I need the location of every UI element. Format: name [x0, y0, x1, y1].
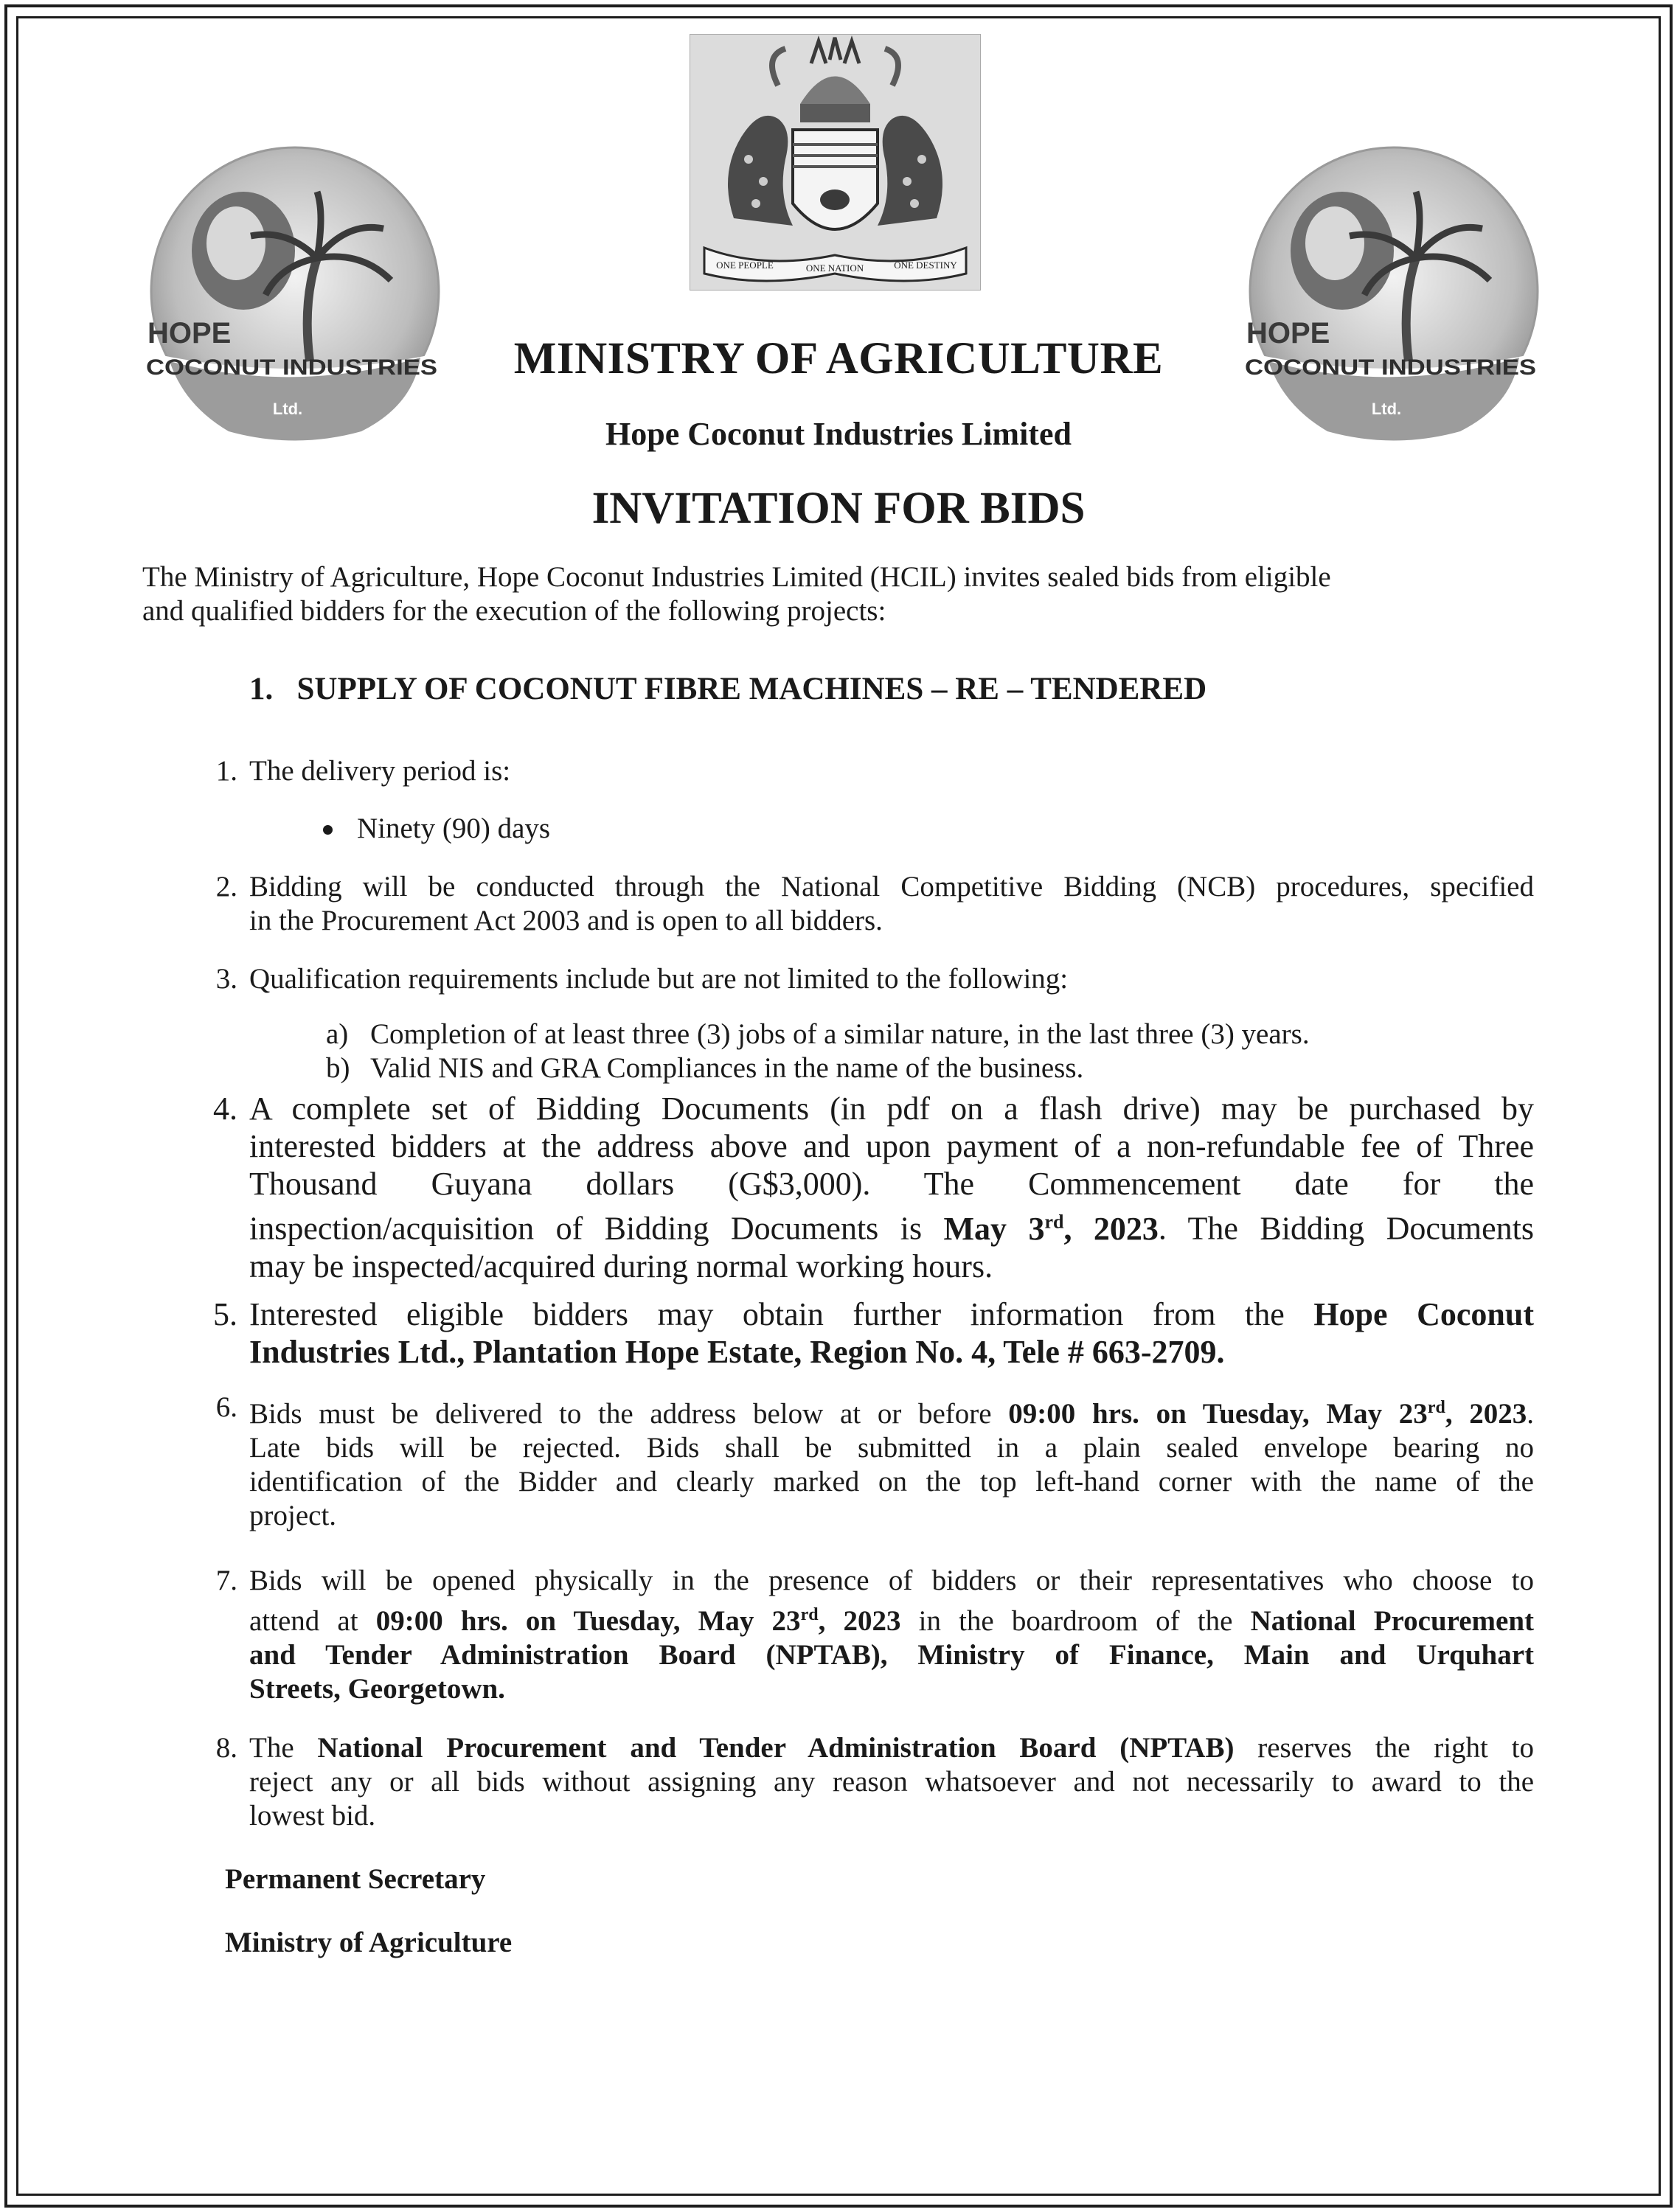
item-8-text: [249, 1731, 1534, 1833]
item-number: 8.: [215, 1732, 237, 1764]
date-suffix: rd: [1427, 1398, 1445, 1417]
item-2-text: [249, 870, 1534, 938]
item-6-line-1-tail: .: [1527, 1398, 1534, 1430]
item-8-line-2: reject any or all bids without assigning any reason whatsoever and not necessarily to award to the: [249, 1766, 1534, 1798]
item-8-line-3: lowest bid.: [249, 1800, 376, 1832]
item-number: 5.: [213, 1296, 237, 1332]
motto-one-nation: ONE NATION: [805, 262, 864, 274]
hope-coconut-industries-logo-right: [1239, 140, 1541, 442]
item-number: 7.: [215, 1565, 237, 1596]
item-7-line-2: [249, 1598, 1534, 1638]
sub-item-label-b: b): [326, 1052, 350, 1084]
item-7-line-2-text: attend at: [249, 1605, 376, 1637]
item-number: 6.: [215, 1391, 237, 1423]
item-7-line-4: Streets, Georgetown.: [249, 1673, 505, 1705]
item-1-text: The delivery period is:: [249, 755, 511, 787]
item-3-text: Qualification requirements include but are not limited to the following:: [249, 963, 1069, 995]
motto-one-people: ONE PEOPLE: [716, 260, 774, 271]
item-6-line-1-text: Bids must be delivered to the address below at or before: [249, 1398, 1009, 1430]
notice-title: INVITATION FOR BIDS: [591, 484, 1086, 533]
sub-item-b: Valid NIS and GRA Compliances in the name of the business.: [370, 1052, 1084, 1084]
item-4-line-2: interested bidders at the address above and upon payment of a non-refundable fee of Three: [249, 1128, 1534, 1164]
item-8-line-1-text: The: [249, 1732, 318, 1764]
item-4-line-4-text: inspection/acquisition of Bidding Documents is: [249, 1210, 944, 1247]
date-suffix: rd: [800, 1605, 819, 1624]
item-8-line-1-tail: reserves the right to: [1234, 1732, 1534, 1764]
item-2-line-2: in the Procurement Act 2003 and is open to all bidders.: [249, 905, 883, 936]
logo-text-hope: HOPE: [1246, 317, 1330, 349]
item-6-line-4: project.: [249, 1500, 337, 1531]
item-4-text: [249, 1090, 1534, 1285]
signature-org: Ministry of Agriculture: [225, 1927, 513, 1958]
opening-year: , 2023: [818, 1605, 901, 1637]
bullet-icon: [323, 825, 333, 835]
coat-of-arms-icon: [690, 34, 981, 291]
logo-text-ltd: Ltd.: [272, 400, 303, 418]
item-7-line-1: Bids will be opened physically in the presence of bidders or their representatives who choose to: [249, 1565, 1534, 1596]
item-5-line-2: Industries Ltd., Plantation Hope Estate, Region No. 4, Tele # 663-2709.: [249, 1334, 1225, 1370]
item-5-line-1: [249, 1295, 1534, 1333]
item-5-line-1-text: Interested eligible bidders may obtain further information from the: [249, 1296, 1314, 1332]
submission-deadline: 09:00 hrs. on Tuesday, May 23: [1008, 1398, 1428, 1430]
item-7-line-3: and Tender Administration Board (NPTAB), Ministry of Finance, Main and Urquhart: [249, 1639, 1534, 1671]
logo-text-hope: HOPE: [147, 317, 232, 349]
item-7-board-name: National Procurement: [1250, 1605, 1535, 1637]
logo-text-coconut-industries: COCONUT INDUSTRIES: [1245, 355, 1536, 380]
sub-item-a: Completion of at least three (3) jobs of a similar nature, in the last three (3) years.: [370, 1018, 1310, 1050]
commencement-date: May 3: [943, 1210, 1045, 1247]
opening-date: 09:00 hrs. on Tuesday, May 23: [375, 1605, 801, 1637]
item-4-line-5: may be inspected/acquired during normal working hours.: [249, 1248, 993, 1284]
item-6-text: [249, 1391, 1534, 1533]
item-8-line-1: [249, 1731, 1534, 1765]
submission-year: , 2023: [1445, 1398, 1527, 1430]
item-number: 3.: [215, 963, 237, 995]
item-5-text: [249, 1295, 1534, 1371]
signature-title: Permanent Secretary: [225, 1863, 486, 1895]
item-6-line-2: Late bids will be rejected. Bids shall be submitted in a plain sealed envelope bearing no: [249, 1432, 1534, 1464]
company-title: Hope Coconut Industries Limited: [605, 416, 1072, 452]
item-7-line-2-mid: in the boardroom of the: [900, 1605, 1251, 1637]
bullet-item: Ninety (90) days: [357, 813, 551, 844]
item-7-text: [249, 1564, 1534, 1706]
item-6-line-3: identification of the Bidder and clearly marked on the top left-hand corner with the name of the: [249, 1466, 1534, 1498]
sub-item-label-a: a): [326, 1018, 349, 1050]
intro-line-2: and qualified bidders for the execution of the following projects:: [142, 595, 886, 627]
item-4-line-3: Thousand Guyana dollars (G$3,000). The Commencement date for the: [249, 1166, 1534, 1202]
item-4-line-4-tail: . The Bidding Documents: [1158, 1210, 1535, 1247]
project-number: 1.: [249, 672, 274, 706]
item-2-line-1: Bidding will be conducted through the National Competitive Bidding (NCB) procedures, specified: [249, 871, 1534, 902]
item-5-company: Hope Coconut: [1313, 1296, 1534, 1332]
project-heading: [249, 671, 1206, 707]
item-number: 4.: [213, 1091, 237, 1127]
intro-line-1: The Ministry of Agriculture, Hope Coconut Industries Limited (HCIL) invites sealed bids from eligible: [142, 561, 1331, 593]
item-8-board-name: National Procurement and Tender Administration Board (NPTAB): [317, 1732, 1235, 1764]
item-6-line-1: [249, 1391, 1534, 1431]
logo-text-coconut-industries: COCONUT INDUSTRIES: [146, 355, 437, 380]
intro-paragraph: [142, 560, 1538, 628]
item-number: 1.: [215, 755, 237, 787]
commencement-year: , 2023: [1063, 1210, 1159, 1247]
item-number: 2.: [215, 871, 237, 902]
item-4-line-4: [249, 1203, 1534, 1248]
hope-coconut-industries-logo-left: [140, 140, 442, 442]
logo-text-ltd: Ltd.: [1371, 400, 1402, 418]
project-title: SUPPLY OF COCONUT FIBRE MACHINES – RE – TENDERED: [296, 672, 1207, 706]
motto-one-destiny: ONE DESTINY: [894, 260, 957, 271]
item-4-line-1: A complete set of Bidding Documents (in pdf on a flash drive) may be purchased by: [249, 1091, 1534, 1127]
date-suffix: rd: [1044, 1211, 1064, 1232]
ministry-title: MINISTRY OF AGRICULTURE: [513, 334, 1164, 383]
